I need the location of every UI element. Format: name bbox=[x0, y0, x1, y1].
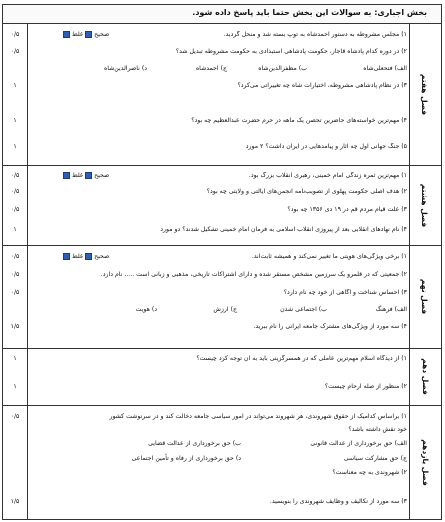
question-text: ۴) سه مورد از ویژگی‌های مشترک جامعه ایرانی را نام ببرید. bbox=[253, 323, 407, 330]
section-label: فصل هفتم bbox=[420, 73, 430, 115]
question-text: ۴) نام نهادهای انقلابی بعد از پیروزی انقلاب اسلامی به فرمان امام خمینی تشکیل شدند؟ دو مورد bbox=[160, 226, 407, 233]
option: الف) حق برخورداری از عدالت قانونی bbox=[310, 440, 407, 447]
question-text: ۲) شهروندی به چه معناست؟ bbox=[332, 469, 407, 476]
section-divider bbox=[3, 245, 441, 246]
score: ۰/۵ bbox=[10, 289, 20, 296]
false-checkbox[interactable] bbox=[63, 172, 70, 179]
score: ۰/۵ bbox=[10, 253, 20, 260]
score: ۰/۵ bbox=[10, 31, 20, 38]
question-text: ۱) از دیدگاه اسلام مهم‌ترین عاملی که در همسرگزینی باید به آن توجه کرد چیست؟ bbox=[196, 355, 407, 362]
section-label: فصل هشتم bbox=[420, 183, 430, 227]
instruction-text: بخش اجباری: به سوالات این بخش حتما باید پاسخ داده شود. bbox=[192, 8, 427, 17]
true-false-choice[interactable]: صحیح غلط bbox=[63, 31, 109, 38]
section-label: فصل دهم bbox=[420, 358, 430, 395]
score: ۰/۵ bbox=[10, 206, 20, 213]
question-text: ۵) جنگ جهانی اول چه آثار و پیامدهایی در ایران داشت؟ ۲ مورد bbox=[245, 143, 407, 150]
question-text: ۱) برخی ویژگی‌های هویتی ما تغییر نمی‌کند و همیشه ثابت‌اند. bbox=[251, 253, 407, 260]
section-divider bbox=[3, 405, 441, 406]
question-text: ۴) مهم‌ترین خواسته‌های حاضرین تحصن یک ماهه در حرم حضرت عبدالعظیم چه بود؟ bbox=[191, 117, 407, 124]
option: الف) فتحعلی‌شاه bbox=[363, 65, 407, 72]
option: ج) ارزش bbox=[213, 306, 237, 313]
question-text: ۳) سه مورد از تکالیف و وظایف شهروندی را بنویسید. bbox=[269, 498, 407, 505]
instruction-header bbox=[3, 5, 441, 24]
option: د) هویت bbox=[135, 306, 157, 313]
true-false-choice[interactable]: صحیح غلط bbox=[63, 253, 109, 260]
false-checkbox[interactable] bbox=[63, 253, 70, 260]
section-divider bbox=[3, 165, 441, 166]
score: ۱/۵ bbox=[10, 323, 20, 330]
section-label: فصل نهم bbox=[420, 278, 430, 315]
false-checkbox[interactable] bbox=[63, 31, 70, 38]
exam-sheet bbox=[2, 4, 442, 520]
question-text: ۳) در نظام پادشاهی مشروطه، اختیارات شاه چه تغییراتی می‌کرد؟ bbox=[237, 82, 407, 89]
score: ۱ bbox=[13, 383, 17, 390]
score: ۱ bbox=[13, 355, 17, 362]
question-text: ۱) براساس کدامیک از حقوق شهروندی، هر شهروند می‌تواند در امور سیاسی جامعه دخالت کند و در سرنوشت کشور bbox=[109, 413, 407, 420]
option: ب) اجتماعی شدن bbox=[280, 306, 327, 313]
score: ۱/۵ bbox=[10, 498, 20, 505]
score: ۰/۵ bbox=[10, 48, 20, 55]
question-text: ۲) هدف اصلی حکومت پهلوی از تصویب‌نامه انجمن‌های ایالتی و ولایتی چه بود؟ bbox=[206, 188, 407, 195]
option: ج) حق مشارکت سیاسی bbox=[343, 455, 407, 462]
score: ۰/۵ bbox=[10, 172, 20, 179]
question-text: ۳) احساس شناخت و آگاهی از خود چه نام دارد؟ bbox=[283, 289, 407, 296]
question-text: ۱) مجلس مشروطه به دستور احمدشاه به توپ بسته شد و منحل گردید. bbox=[223, 31, 407, 38]
section-divider bbox=[3, 348, 441, 349]
section-label: فصل یازدهم bbox=[420, 438, 430, 486]
score: ۰/۵ bbox=[10, 413, 20, 420]
question-text: ۲) جمعیتی که در قلمرو یک سرزمین مشخص مستقر شده و دارای اشتراکات تاریخی، مذهبی و زبانی است ..... نام دارد. bbox=[100, 271, 407, 278]
true-checkbox[interactable] bbox=[85, 31, 92, 38]
question-text: ۲) منظور از صله ارحام چیست؟ bbox=[324, 383, 407, 390]
true-false-choice[interactable]: صحیح غلط bbox=[63, 172, 109, 179]
question-text: ۳) علت قیام مردم قم در ۱۹ دی ۱۳۵۶ چه بود؟ bbox=[287, 206, 407, 213]
score: ۱ bbox=[13, 226, 17, 233]
option: ب) حق برخورداری از عدالت قضایی bbox=[148, 440, 241, 447]
true-checkbox[interactable] bbox=[85, 172, 92, 179]
score: ۱ bbox=[13, 117, 17, 124]
option: د) حق برخورداری از رفاه و تأمین اجتماعی bbox=[131, 455, 241, 462]
question-text-continued: خود نقش داشته باشد؟ bbox=[348, 426, 407, 433]
question-text: ۲) در دوره کدام پادشاه قاجار، حکومت پادشاهی استبدادی به حکومت مشروطه تبدیل شد؟ bbox=[175, 48, 407, 55]
option: الف) فرهنگ bbox=[375, 306, 407, 313]
option: ب) مظفرالدین‌شاه bbox=[258, 65, 307, 72]
score-column-divider bbox=[27, 23, 28, 519]
score: ۱ bbox=[13, 143, 17, 150]
option: د) ناصرالدین‌شاه bbox=[103, 65, 147, 72]
score: ۰/۵ bbox=[10, 188, 20, 195]
score: ۱ bbox=[13, 82, 17, 89]
option: ج) احمدشاه bbox=[195, 65, 227, 72]
question-text: ۱) مهم‌ترین ثمره زندگی امام خمینی، رهبری انقلاب بزرگ بود. bbox=[248, 172, 407, 179]
true-checkbox[interactable] bbox=[85, 253, 92, 260]
score: ۰/۵ bbox=[10, 271, 20, 278]
